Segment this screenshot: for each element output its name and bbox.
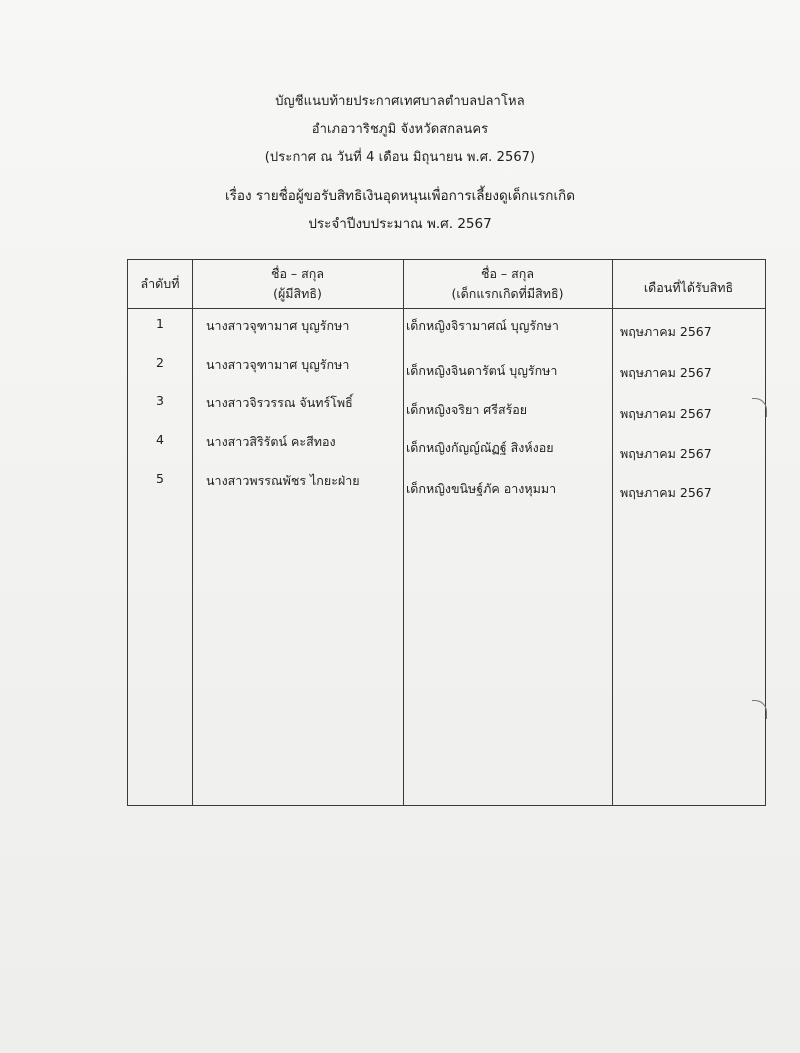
header-claimant-label: ชื่อ – สกุล — [270, 266, 325, 281]
row-number: 2 — [156, 355, 164, 370]
claimant-name: นางสาวสิริรัตน์ คะสีทอง — [206, 434, 336, 449]
row-number: 3 — [156, 393, 164, 408]
subject-block — [0, 182, 800, 238]
table-row — [128, 316, 765, 346]
claimant-name: นางสาวพรรณพัชร ไกยะฝ่าย — [206, 473, 360, 488]
claimant-name: นางสาวจิรวรรณ จันทร์โพธิ์ — [206, 395, 353, 410]
header-no-label: ลำดับที่ — [140, 276, 180, 291]
row-number: 5 — [156, 471, 164, 486]
table-row — [128, 432, 765, 462]
claimant-name: นางสาวจุฑามาศ บุญรักษา — [206, 318, 350, 333]
header-child-sublabel: (เด็กแรกเกิดที่มีสิทธิ) — [451, 286, 564, 301]
entitlement-month: พฤษภาคม 2567 — [620, 485, 712, 500]
child-name: เด็กหญิงจินดารัตน์ บุญรักษา — [406, 363, 558, 378]
entitlement-month: พฤษภาคม 2567 — [620, 365, 712, 380]
header-child-label: ชื่อ – สกุล — [480, 266, 535, 281]
table-row — [128, 355, 765, 385]
announcement-header — [0, 88, 800, 172]
header-month-label: เดือนที่ได้รับสิทธิ — [643, 280, 734, 295]
recipients-table — [127, 259, 766, 806]
table-row — [128, 393, 765, 423]
child-name: เด็กหญิงจริยา ศรีสร้อย — [406, 402, 528, 417]
entitlement-month: พฤษภาคม 2567 — [620, 406, 712, 421]
header-month — [612, 260, 765, 308]
entitlement-month: พฤษภาคม 2567 — [620, 324, 712, 339]
header-claimant-sublabel: (ผู้มีสิทธิ) — [273, 286, 322, 301]
row-number: 1 — [156, 316, 164, 331]
child-name: เด็กหญิงจิรามาศณ์ บุญรักษา — [406, 318, 559, 333]
row-number: 4 — [156, 432, 164, 447]
header-divider — [128, 308, 765, 309]
header-child — [403, 260, 612, 308]
header-no — [128, 260, 192, 308]
header-claimant — [192, 260, 403, 308]
claimant-name: นางสาวจุฑามาศ บุญรักษา — [206, 357, 350, 372]
subject-line-1: เรื่อง รายชื่อผู้ขอรับสิทธิเงินอุดหนุนเพื่อการเลี้ยงดูเด็กแรกเกิด — [225, 188, 575, 204]
child-name: เด็กหญิงกัญญ์ณัฏฐ์ สิงห์งอย — [406, 440, 554, 455]
header-line-1: บัญชีแนบท้ายประกาศเทศบาลตำบลปลาโหล — [275, 94, 525, 109]
header-line-2: อำเภอวาริชภูมิ จังหวัดสกลนคร — [311, 122, 489, 137]
subject-line-2: ประจำปีงบประมาณ พ.ศ. 2567 — [308, 216, 492, 232]
table-row — [128, 471, 765, 501]
entitlement-month: พฤษภาคม 2567 — [620, 446, 712, 461]
child-name: เด็กหญิงขนิษฐ์ภัค อางหุมมา — [406, 481, 557, 496]
header-line-3: (ประกาศ ณ วันที่ 4 เดือน มิถุนายน พ.ศ. 2567) — [264, 150, 536, 165]
